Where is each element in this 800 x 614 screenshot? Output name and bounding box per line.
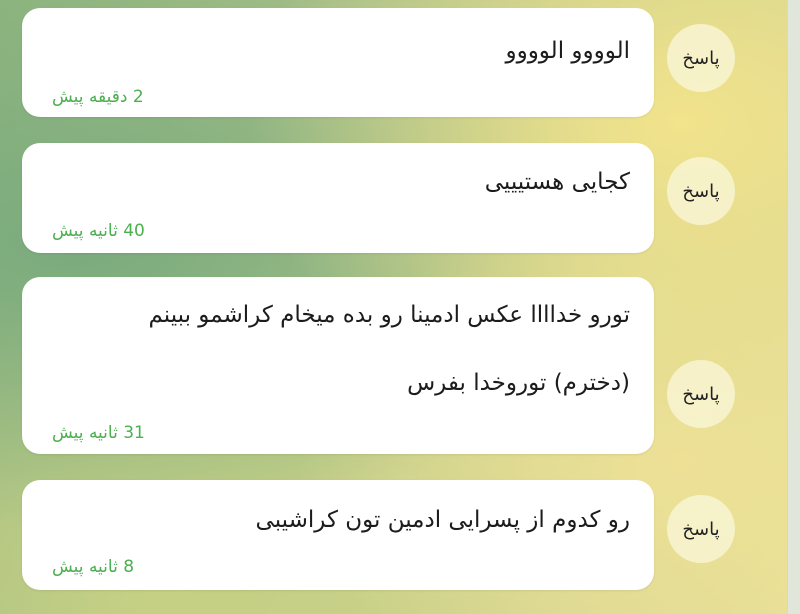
reply-button[interactable]: پاسخ <box>667 24 735 92</box>
message-time: 31 ثانیه پیش <box>52 423 145 443</box>
message-text: الوووو الوووو <box>505 38 630 64</box>
message-time: 8 ثانیه پیش <box>52 557 135 577</box>
reply-button[interactable]: پاسخ <box>667 360 735 428</box>
message-bubble <box>22 480 654 590</box>
message-text: رو کدوم از پسرایی ادمین تون کراشیبی <box>255 507 630 533</box>
message-bubble <box>22 277 654 454</box>
message-bubble <box>22 8 654 117</box>
message-time: 2 دقیقه پیش <box>52 87 144 107</box>
right-edge <box>787 0 800 614</box>
message-text: (دخترم) توروخدا بفرس <box>407 370 630 396</box>
reply-button[interactable]: پاسخ <box>667 495 735 563</box>
message-text: تورو خداااا عکس ادمینا رو بده میخام کراشمو ببینم <box>148 302 630 328</box>
reply-button[interactable]: پاسخ <box>667 157 735 225</box>
message-bubble <box>22 143 654 253</box>
message-text: کجایی هستیییی <box>484 169 630 195</box>
message-time: 40 ثانیه پیش <box>52 221 145 241</box>
